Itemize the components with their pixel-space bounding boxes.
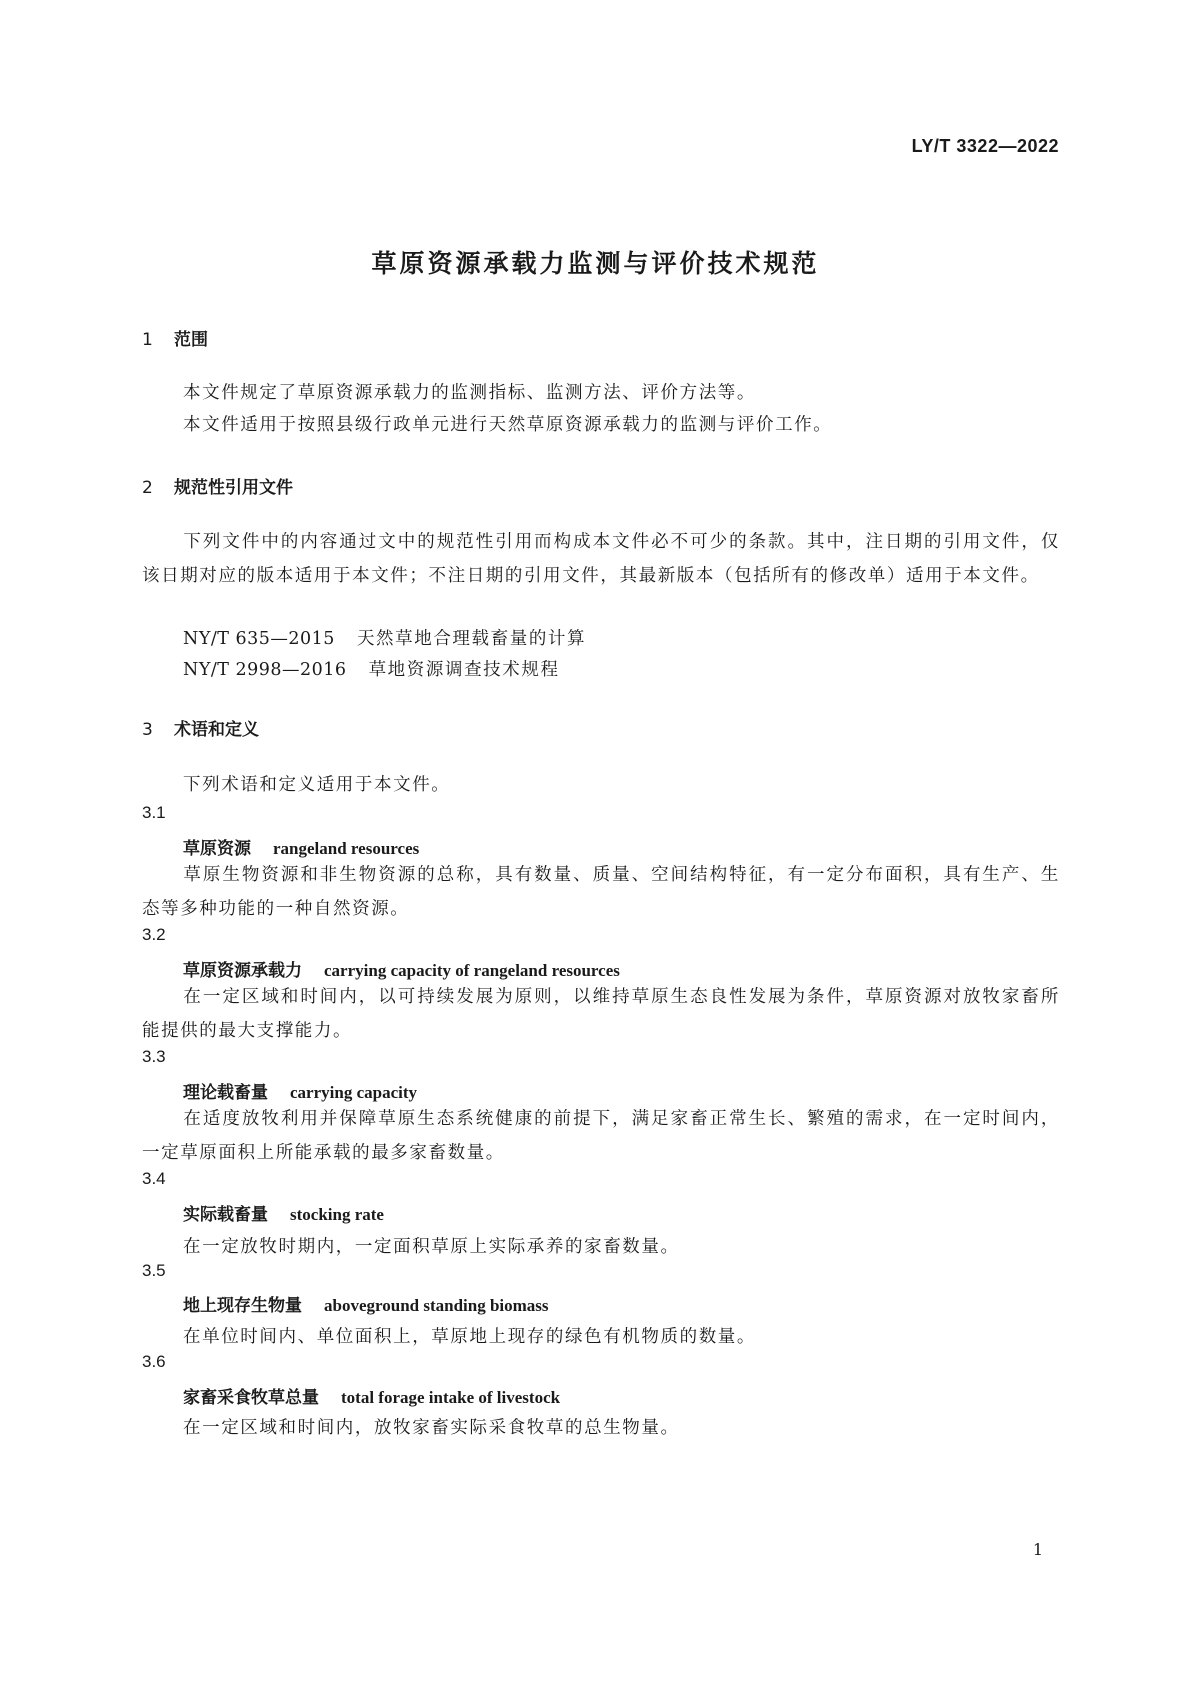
term-definition — [142, 858, 1060, 926]
paragraph-text: 下列文件中的内容通过文中的规范性引用而构成本文件必不可少的条款。其中，注日期的引用文件，仅该日期对应的版本适用于本文件；不注日期的引用文件，其最新版本（包括所有的修改单）适用于本文件。 — [142, 532, 1060, 586]
page-number: 1 — [1032, 1540, 1043, 1559]
reference-code: NY/T 635—2015 — [183, 629, 335, 649]
section-title: 规范性引用文件 — [174, 478, 293, 498]
term-en: rangeland resources — [273, 839, 420, 858]
term-definition — [142, 1102, 1060, 1170]
term-en: carrying capacity — [290, 1083, 417, 1102]
term-definition — [142, 980, 1060, 1048]
definition-text: 草原生物资源和非生物资源的总称，具有数量、质量、空间结构特征，有一定分布面积，具有生产、生态等多种功能的一种自然资源。 — [142, 865, 1060, 919]
section-number: 3 — [142, 720, 153, 740]
paragraph: 本文件规定了草原资源承载力的监测指标、监测方法、评价方法等。 — [183, 383, 756, 403]
term-heading — [183, 1383, 560, 1408]
section-number: 2 — [142, 478, 153, 498]
term-heading — [183, 834, 419, 859]
reference-item — [183, 656, 560, 681]
term-zh: 实际载畜量 — [183, 1205, 268, 1225]
term-number: 3.1 — [142, 803, 166, 822]
term-heading — [183, 956, 620, 981]
term-number: 3.5 — [142, 1261, 166, 1280]
term-number: 3.3 — [142, 1047, 166, 1066]
term-definition: 在一定区域和时间内，放牧家畜实际采食牧草的总生物量。 — [183, 1418, 680, 1438]
section-1-heading — [142, 325, 208, 350]
reference-code: NY/T 2998—2016 — [183, 660, 347, 680]
term-definition: 在单位时间内、单位面积上，草原地上现存的绿色有机物质的数量。 — [183, 1327, 756, 1347]
reference-item — [183, 625, 586, 650]
term-en: total forage intake of livestock — [341, 1388, 561, 1407]
document-title: 草原资源承载力监测与评价技术规范 — [371, 249, 820, 278]
term-heading — [183, 1078, 417, 1103]
term-number: 3.4 — [142, 1169, 166, 1188]
term-en: aboveground standing biomass — [324, 1296, 549, 1315]
term-en: stocking rate — [290, 1205, 384, 1224]
standard-code: LY/T 3322—2022 — [911, 136, 1059, 156]
term-number: 3.2 — [142, 925, 166, 944]
paragraph: 本文件适用于按照县级行政单元进行天然草原资源承载力的监测与评价工作。 — [183, 415, 833, 435]
term-heading — [183, 1200, 384, 1225]
reference-title: 天然草地合理载畜量的计算 — [356, 629, 587, 649]
section-title: 范围 — [174, 330, 208, 350]
term-en: carrying capacity of rangeland resources — [324, 961, 620, 980]
term-zh: 理论载畜量 — [183, 1083, 268, 1103]
term-definition: 在一定放牧时期内，一定面积草原上实际承养的家畜数量。 — [183, 1237, 680, 1257]
definition-text: 在适度放牧利用并保障草原生态系统健康的前提下，满足家畜正常生长、繁殖的需求，在一定时间内，一定草原面积上所能承载的最多家畜数量。 — [142, 1109, 1060, 1163]
reference-title: 草地资源调查技术规程 — [368, 660, 560, 680]
section-title: 术语和定义 — [174, 720, 259, 740]
paragraph: 下列术语和定义适用于本文件。 — [183, 775, 451, 795]
section-2-heading — [142, 473, 293, 498]
section-number: 1 — [142, 330, 153, 350]
term-zh: 草原资源 — [183, 839, 251, 859]
term-heading — [183, 1291, 549, 1316]
paragraph — [142, 525, 1060, 593]
term-zh: 地上现存生物量 — [183, 1296, 302, 1316]
definition-text: 在一定区域和时间内，以可持续发展为原则，以维持草原生态良性发展为条件，草原资源对放牧家畜所能提供的最大支撑能力。 — [142, 987, 1060, 1041]
term-zh: 家畜采食牧草总量 — [183, 1388, 319, 1408]
term-zh: 草原资源承载力 — [183, 961, 302, 981]
section-3-heading — [142, 715, 259, 740]
term-number: 3.6 — [142, 1352, 166, 1371]
